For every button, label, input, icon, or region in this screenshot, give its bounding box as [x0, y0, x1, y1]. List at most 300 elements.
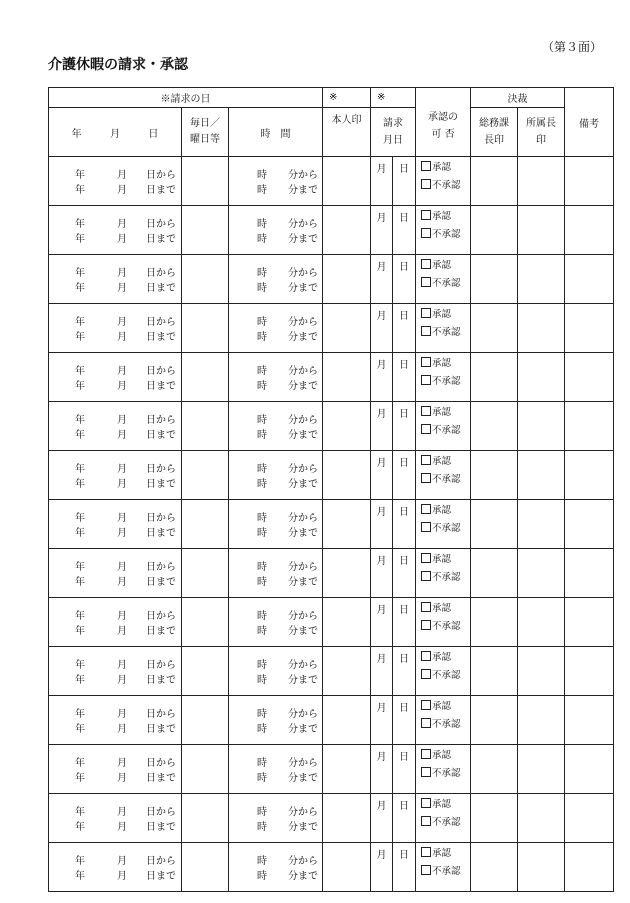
daily-cell[interactable]	[182, 402, 229, 451]
month-label: 月	[117, 219, 127, 230]
req-month-label: 月	[376, 409, 387, 420]
min-from-label: 分から	[288, 268, 318, 279]
request-month-cell[interactable]	[371, 451, 393, 500]
time-range-cell[interactable]	[229, 255, 323, 304]
approve-checkbox[interactable]	[421, 749, 431, 759]
disapprove-label: 不承認	[432, 278, 461, 289]
date-range-cell[interactable]	[49, 696, 182, 745]
year-label: 年	[75, 464, 85, 475]
time-range-cell[interactable]	[229, 647, 323, 696]
disapprove-label: 不承認	[432, 817, 461, 828]
year-label: 年	[75, 562, 85, 573]
request-day-cell[interactable]	[393, 206, 416, 255]
year-label: 年	[75, 219, 85, 230]
disapprove-label: 不承認	[432, 621, 461, 632]
req-month-label: 月	[376, 605, 387, 616]
approve-checkbox[interactable]	[421, 847, 431, 857]
request-month-cell[interactable]	[371, 745, 393, 794]
request-day-cell[interactable]	[393, 794, 416, 843]
year-label: 年	[75, 724, 85, 735]
remarks-cell[interactable]	[565, 549, 614, 598]
min-until-label: 分まで	[288, 283, 318, 294]
general-affairs-seal-cell[interactable]	[471, 402, 518, 451]
day-until-label: 日まで	[146, 430, 176, 441]
approval-cell	[416, 402, 471, 451]
daily-cell[interactable]	[182, 304, 229, 353]
approve-checkbox[interactable]	[421, 406, 431, 416]
request-month-cell[interactable]	[371, 206, 393, 255]
general-affairs-seal-cell[interactable]	[471, 255, 518, 304]
dept-head-seal-cell[interactable]	[518, 500, 565, 549]
approve-label: 承認	[432, 211, 452, 222]
day-from-label: 日から	[146, 709, 176, 720]
request-day-cell[interactable]	[393, 549, 416, 598]
approval-cell	[416, 794, 471, 843]
month-label: 月	[117, 626, 127, 637]
hour-label: 時	[257, 724, 267, 735]
day-until-label: 日まで	[146, 234, 176, 245]
request-month-cell[interactable]	[371, 255, 393, 304]
remarks-cell[interactable]	[565, 598, 614, 647]
disapprove-checkbox[interactable]	[421, 277, 431, 287]
approval-cell	[416, 304, 471, 353]
disapprove-label: 不承認	[432, 768, 461, 779]
header-general-affairs: 総務課 長印	[471, 108, 518, 157]
request-month-cell[interactable]	[371, 549, 393, 598]
form-title: 介護休暇の請求・承認	[48, 57, 188, 73]
dept-head-seal-cell[interactable]	[518, 696, 565, 745]
hour-label: 時	[257, 430, 267, 441]
approve-checkbox[interactable]	[421, 798, 431, 808]
hour-label: 時	[257, 856, 267, 867]
day-from-label: 日から	[146, 219, 176, 230]
disapprove-checkbox[interactable]	[421, 326, 431, 336]
date-range-cell[interactable]	[49, 500, 182, 549]
year-label: 年	[75, 381, 85, 392]
day-from-label: 日から	[146, 611, 176, 622]
time-range-cell[interactable]	[229, 206, 323, 255]
daily-cell[interactable]	[182, 647, 229, 696]
min-from-label: 分から	[288, 660, 318, 671]
month-label: 月	[117, 660, 127, 671]
request-row	[49, 304, 614, 353]
disapprove-checkbox[interactable]	[421, 522, 431, 532]
req-day-label: 日	[399, 360, 409, 371]
header-date	[49, 108, 182, 157]
req-day-label: 日	[399, 311, 409, 322]
time-range-cell[interactable]	[229, 745, 323, 794]
disapprove-checkbox[interactable]	[421, 718, 431, 728]
request-month-cell[interactable]	[371, 500, 393, 549]
year-label: 年	[75, 822, 85, 833]
dept-head-seal-cell[interactable]	[518, 549, 565, 598]
daily-cell[interactable]	[182, 500, 229, 549]
time-range-cell[interactable]	[229, 549, 323, 598]
disapprove-checkbox[interactable]	[421, 669, 431, 679]
seal-cell[interactable]	[323, 500, 371, 549]
seal-cell[interactable]	[323, 745, 371, 794]
request-row	[49, 353, 614, 402]
year-label: 年	[75, 332, 85, 343]
min-until-label: 分まで	[288, 626, 318, 637]
remarks-cell[interactable]	[565, 647, 614, 696]
general-affairs-seal-cell[interactable]	[471, 794, 518, 843]
hour-label: 時	[257, 317, 267, 328]
date-range-cell[interactable]	[49, 157, 182, 206]
seal-cell[interactable]	[323, 451, 371, 500]
request-row	[49, 696, 614, 745]
seal-cell[interactable]	[323, 402, 371, 451]
daily-cell[interactable]	[182, 598, 229, 647]
req-day-label: 日	[399, 752, 409, 763]
year-label: 年	[75, 611, 85, 622]
date-range-cell[interactable]	[49, 794, 182, 843]
year-label: 年	[75, 856, 85, 867]
disapprove-label: 不承認	[432, 425, 461, 436]
min-until-label: 分まで	[288, 773, 318, 784]
seal-cell[interactable]	[323, 206, 371, 255]
min-until-label: 分まで	[288, 430, 318, 441]
remarks-cell[interactable]	[565, 843, 614, 892]
min-until-label: 分まで	[288, 234, 318, 245]
daily-cell[interactable]	[182, 549, 229, 598]
year-label: 年	[75, 577, 85, 588]
request-row	[49, 206, 614, 255]
time-range-cell[interactable]	[229, 598, 323, 647]
request-day-cell[interactable]	[393, 647, 416, 696]
general-affairs-seal-cell[interactable]	[471, 647, 518, 696]
hour-label: 時	[257, 660, 267, 671]
disapprove-checkbox[interactable]	[421, 179, 431, 189]
request-row	[49, 794, 614, 843]
req-day-label: 日	[399, 605, 409, 616]
date-range-cell[interactable]	[49, 647, 182, 696]
request-day-cell[interactable]	[393, 843, 416, 892]
approve-label: 承認	[432, 162, 452, 173]
daily-cell[interactable]	[182, 353, 229, 402]
request-day-cell[interactable]	[393, 255, 416, 304]
remarks-cell[interactable]	[565, 353, 614, 402]
approve-label: 承認	[432, 407, 452, 418]
request-month-cell[interactable]	[371, 843, 393, 892]
seal-cell[interactable]	[323, 843, 371, 892]
approve-checkbox[interactable]	[421, 308, 431, 318]
remarks-cell[interactable]	[565, 255, 614, 304]
month-label: 月	[117, 268, 127, 279]
day-until-label: 日まで	[146, 822, 176, 833]
hour-label: 時	[257, 415, 267, 426]
day-from-label: 日から	[146, 170, 176, 181]
header-dept-head: 所属長 印	[518, 108, 565, 157]
min-until-label: 分まで	[288, 675, 318, 686]
date-range-cell[interactable]	[49, 353, 182, 402]
date-range-cell[interactable]	[49, 255, 182, 304]
day-until-label: 日まで	[146, 773, 176, 784]
disapprove-label: 不承認	[432, 327, 461, 338]
general-affairs-seal-cell[interactable]	[471, 353, 518, 402]
daily-cell[interactable]	[182, 206, 229, 255]
seal-cell[interactable]	[323, 647, 371, 696]
approve-checkbox[interactable]	[421, 210, 431, 220]
dept-head-seal-cell[interactable]	[518, 353, 565, 402]
min-until-label: 分まで	[288, 577, 318, 588]
daily-cell[interactable]	[182, 696, 229, 745]
req-month-label: 月	[376, 311, 387, 322]
seal-cell[interactable]	[323, 255, 371, 304]
day-until-label: 日まで	[146, 185, 176, 196]
req-day-label: 日	[399, 654, 409, 665]
month-label: 月	[117, 675, 127, 686]
approve-label: 承認	[432, 260, 452, 271]
daily-cell[interactable]	[182, 157, 229, 206]
approve-checkbox[interactable]	[421, 259, 431, 269]
general-affairs-seal-cell[interactable]	[471, 206, 518, 255]
day-from-label: 日から	[146, 268, 176, 279]
year-label: 年	[75, 268, 85, 279]
general-affairs-seal-cell[interactable]	[471, 304, 518, 353]
daily-cell[interactable]	[182, 843, 229, 892]
day-until-label: 日まで	[146, 283, 176, 294]
min-from-label: 分から	[288, 317, 318, 328]
daily-cell[interactable]	[182, 745, 229, 794]
general-affairs-seal-cell[interactable]	[471, 843, 518, 892]
hour-label: 時	[257, 185, 267, 196]
approve-label: 承認	[432, 456, 452, 467]
month-label: 月	[117, 562, 127, 573]
time-range-cell[interactable]	[229, 304, 323, 353]
request-day-cell[interactable]	[393, 451, 416, 500]
date-range-cell[interactable]	[49, 402, 182, 451]
hour-label: 時	[257, 268, 267, 279]
daily-cell[interactable]	[182, 255, 229, 304]
dept-head-seal-cell[interactable]	[518, 206, 565, 255]
day-until-label: 日まで	[146, 479, 176, 490]
request-month-cell[interactable]	[371, 353, 393, 402]
req-month-label: 月	[376, 360, 387, 371]
time-range-cell[interactable]	[229, 843, 323, 892]
year-label: 年	[75, 675, 85, 686]
request-month-cell[interactable]	[371, 598, 393, 647]
req-month-label: 月	[376, 164, 387, 175]
disapprove-checkbox[interactable]	[421, 767, 431, 777]
approve-label: 承認	[432, 848, 452, 859]
approval-cell	[416, 647, 471, 696]
date-range-cell[interactable]	[49, 843, 182, 892]
approve-checkbox[interactable]	[421, 553, 431, 563]
date-range-cell[interactable]	[49, 598, 182, 647]
req-month-label: 月	[376, 801, 387, 812]
request-month-cell[interactable]	[371, 696, 393, 745]
request-day-cell[interactable]	[393, 500, 416, 549]
req-month-label: 月	[376, 213, 387, 224]
disapprove-label: 不承認	[432, 474, 461, 485]
seal-cell[interactable]	[323, 598, 371, 647]
remarks-cell[interactable]	[565, 402, 614, 451]
header-request-day: ※請求の日	[49, 88, 323, 108]
year-label: 年	[75, 317, 85, 328]
hour-label: 時	[257, 807, 267, 818]
request-day-cell[interactable]	[393, 598, 416, 647]
dept-head-seal-cell[interactable]	[518, 794, 565, 843]
disapprove-checkbox[interactable]	[421, 571, 431, 581]
hour-label: 時	[257, 626, 267, 637]
request-day-cell[interactable]	[393, 745, 416, 794]
dept-head-seal-cell[interactable]	[518, 304, 565, 353]
min-from-label: 分から	[288, 415, 318, 426]
approve-checkbox[interactable]	[421, 455, 431, 465]
general-affairs-seal-cell[interactable]	[471, 157, 518, 206]
month-label: 月	[117, 464, 127, 475]
hour-label: 時	[257, 479, 267, 490]
req-month-label: 月	[376, 850, 387, 861]
time-range-cell[interactable]	[229, 157, 323, 206]
date-range-cell[interactable]	[49, 745, 182, 794]
time-range-cell[interactable]	[229, 353, 323, 402]
general-affairs-seal-cell[interactable]	[471, 696, 518, 745]
dept-head-seal-cell[interactable]	[518, 402, 565, 451]
month-label: 月	[117, 415, 127, 426]
req-day-label: 日	[399, 409, 409, 420]
request-day-cell[interactable]	[393, 696, 416, 745]
approve-label: 承認	[432, 358, 452, 369]
hour-label: 時	[257, 464, 267, 475]
month-label: 月	[117, 317, 127, 328]
day-until-label: 日まで	[146, 577, 176, 588]
header-date-year: 年	[71, 128, 82, 140]
hour-label: 時	[257, 528, 267, 539]
hour-label: 時	[257, 822, 267, 833]
disapprove-checkbox[interactable]	[421, 375, 431, 385]
day-from-label: 日から	[146, 856, 176, 867]
disapprove-checkbox[interactable]	[421, 865, 431, 875]
time-range-cell[interactable]	[229, 794, 323, 843]
date-range-cell[interactable]	[49, 549, 182, 598]
remarks-cell[interactable]	[565, 696, 614, 745]
approve-checkbox[interactable]	[421, 504, 431, 514]
request-day-cell[interactable]	[393, 402, 416, 451]
day-from-label: 日から	[146, 415, 176, 426]
approve-label: 承認	[432, 603, 452, 614]
seal-cell[interactable]	[323, 696, 371, 745]
req-day-label: 日	[399, 458, 409, 469]
general-affairs-seal-cell[interactable]	[471, 451, 518, 500]
remarks-cell[interactable]	[565, 157, 614, 206]
disapprove-checkbox[interactable]	[421, 620, 431, 630]
approve-label: 承認	[432, 701, 452, 712]
header-remarks: 備考	[565, 88, 614, 157]
request-month-cell[interactable]	[371, 794, 393, 843]
month-label: 月	[117, 856, 127, 867]
year-label: 年	[75, 479, 85, 490]
general-affairs-seal-cell[interactable]	[471, 745, 518, 794]
time-range-cell[interactable]	[229, 402, 323, 451]
remarks-cell[interactable]	[565, 745, 614, 794]
approve-checkbox[interactable]	[421, 700, 431, 710]
dept-head-seal-cell[interactable]	[518, 647, 565, 696]
time-range-cell[interactable]	[229, 451, 323, 500]
daily-cell[interactable]	[182, 794, 229, 843]
general-affairs-seal-cell[interactable]	[471, 500, 518, 549]
dept-head-seal-cell[interactable]	[518, 598, 565, 647]
min-from-label: 分から	[288, 562, 318, 573]
seal-cell[interactable]	[323, 549, 371, 598]
disapprove-label: 不承認	[432, 376, 461, 387]
remarks-cell[interactable]	[565, 206, 614, 255]
remarks-cell[interactable]	[565, 794, 614, 843]
seal-cell[interactable]	[323, 157, 371, 206]
min-from-label: 分から	[288, 611, 318, 622]
header-request-mark: ※	[371, 88, 416, 108]
approve-checkbox[interactable]	[421, 161, 431, 171]
dept-head-seal-cell[interactable]	[518, 157, 565, 206]
request-day-cell[interactable]	[393, 157, 416, 206]
hour-label: 時	[257, 366, 267, 377]
general-affairs-seal-cell[interactable]	[471, 549, 518, 598]
disapprove-label: 不承認	[432, 572, 461, 583]
day-from-label: 日から	[146, 807, 176, 818]
req-day-label: 日	[399, 850, 409, 861]
seal-cell[interactable]	[323, 353, 371, 402]
approval-cell	[416, 549, 471, 598]
approve-checkbox[interactable]	[421, 602, 431, 612]
dept-head-seal-cell[interactable]	[518, 745, 565, 794]
request-day-cell[interactable]	[393, 304, 416, 353]
remarks-cell[interactable]	[565, 451, 614, 500]
hour-label: 時	[257, 219, 267, 230]
disapprove-checkbox[interactable]	[421, 473, 431, 483]
min-until-label: 分まで	[288, 479, 318, 490]
daily-cell[interactable]	[182, 451, 229, 500]
min-from-label: 分から	[288, 513, 318, 524]
date-range-cell[interactable]	[49, 206, 182, 255]
seal-cell[interactable]	[323, 794, 371, 843]
general-affairs-seal-cell[interactable]	[471, 598, 518, 647]
day-from-label: 日から	[146, 464, 176, 475]
request-month-cell[interactable]	[371, 157, 393, 206]
dept-head-seal-cell[interactable]	[518, 843, 565, 892]
dept-head-seal-cell[interactable]	[518, 451, 565, 500]
seal-cell[interactable]	[323, 304, 371, 353]
remarks-cell[interactable]	[565, 304, 614, 353]
time-range-cell[interactable]	[229, 500, 323, 549]
request-row	[49, 647, 614, 696]
remarks-cell[interactable]	[565, 500, 614, 549]
disapprove-checkbox[interactable]	[421, 424, 431, 434]
request-row	[49, 255, 614, 304]
date-range-cell[interactable]	[49, 304, 182, 353]
approve-checkbox[interactable]	[421, 651, 431, 661]
approve-checkbox[interactable]	[421, 357, 431, 367]
time-range-cell[interactable]	[229, 696, 323, 745]
req-month-label: 月	[376, 654, 387, 665]
min-from-label: 分から	[288, 170, 318, 181]
disapprove-checkbox[interactable]	[421, 228, 431, 238]
year-label: 年	[75, 415, 85, 426]
dept-head-seal-cell[interactable]	[518, 255, 565, 304]
month-label: 月	[117, 611, 127, 622]
request-day-cell[interactable]	[393, 353, 416, 402]
request-month-cell[interactable]	[371, 647, 393, 696]
request-month-cell[interactable]	[371, 402, 393, 451]
approval-cell	[416, 745, 471, 794]
date-range-cell[interactable]	[49, 451, 182, 500]
request-month-cell[interactable]	[371, 304, 393, 353]
hour-label: 時	[257, 332, 267, 343]
req-month-label: 月	[376, 556, 387, 567]
year-label: 年	[75, 528, 85, 539]
disapprove-checkbox[interactable]	[421, 816, 431, 826]
month-label: 月	[117, 430, 127, 441]
